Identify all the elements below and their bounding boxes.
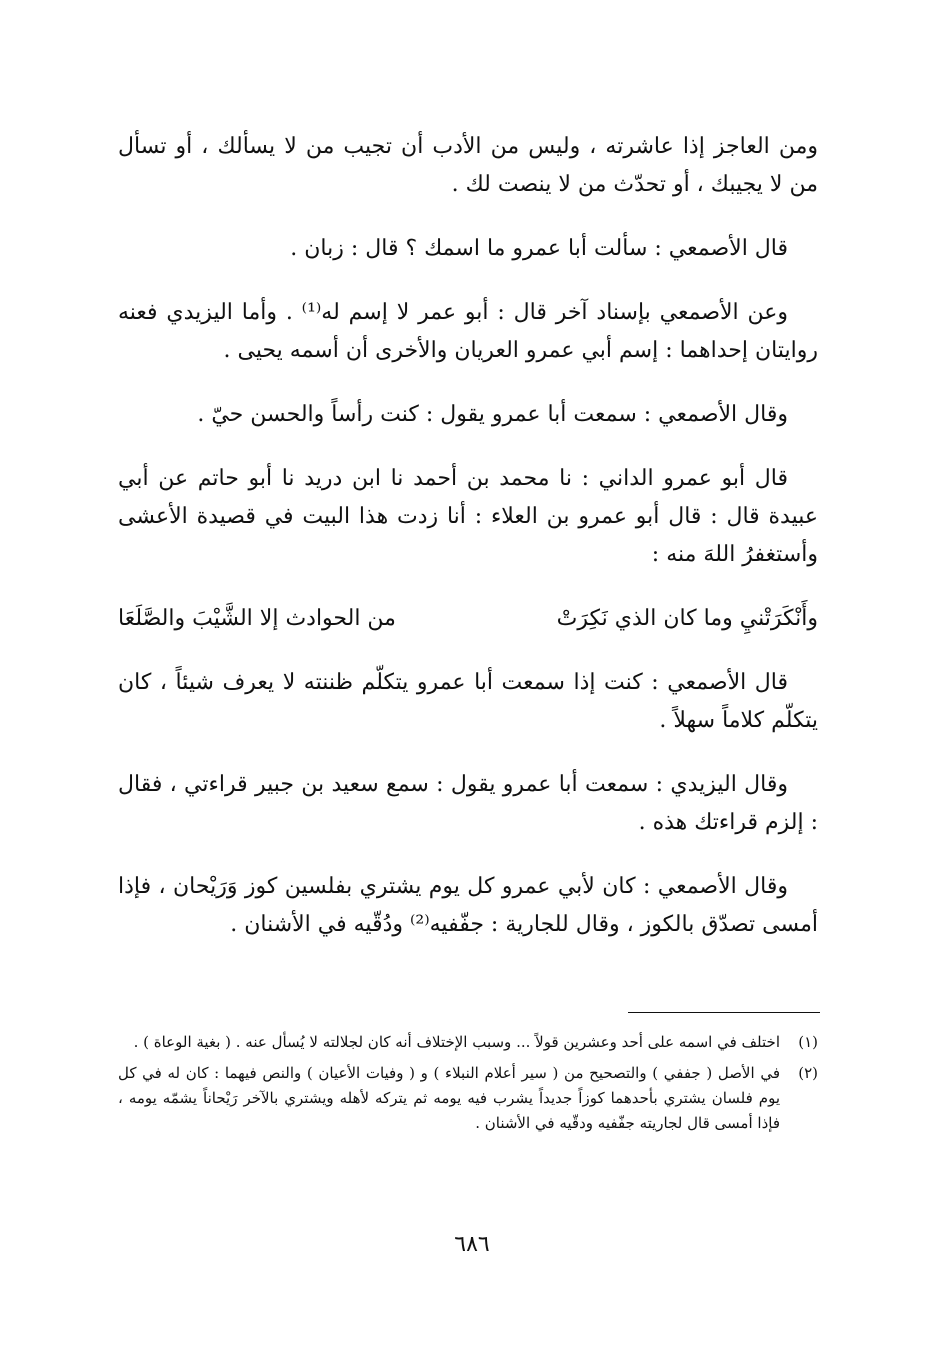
footnote-number: (١) xyxy=(798,1033,818,1051)
paragraph: وقال الأصمعي : سمعت أبا عمرو يقول : كنت رأساً والحسن حيّ . xyxy=(197,402,788,427)
paragraph: قال الأصمعي : كنت إذا سمعت أبا عمرو يتكلّم ظننته لا يعرف شيئاً ، كان يتكلّم كلاماً سهلاً . xyxy=(118,670,818,733)
paragraph: قال أبو عمرو الداني : نا محمد بن أحمد نا ابن دريد نا أبو حاتم عن أبي عبيدة قال : قال أبو عمرو بن العلاء : أنا زدت هذا البيت في قصيدة الأعشى وأستغفرُ اللهَ منه : xyxy=(118,466,818,567)
paragraph: ومن العاجز إذا عاشرته ، وليس من الأدب أن تجيب من لا يسألك ، أو تسأل من لا يجيبك ، أو تحدّث من لا ينصت لك . xyxy=(118,134,818,197)
paragraph: وعن الأصمعي بإسناد آخر قال : أبو عمر لا إسم له⁽¹⁾ . وأما اليزيدي فعنه روايتان إحداهما : إسم أبي عمرو العريان والأخرى أن أسمه يحيى . xyxy=(118,300,818,363)
footnote-number: (٢) xyxy=(798,1064,818,1082)
footnote xyxy=(118,1061,818,1136)
paragraph: وقال الأصمعي : كان لأبي عمرو كل يوم يشتري بفلسين كوز وَرَيْحان ، فإذا أمسى تصدّق بالكوز ، وقال للجارية : جفّفيه⁽²⁾ ودُقّيه في الأشنان . xyxy=(118,874,818,937)
paragraph: قال الأصمعي : سألت أبا عمرو ما اسمك ؟ قال : زبان . xyxy=(290,236,788,261)
footnote-text: اختلف في اسمه على أحد وعشرين قولاً ... وسبب الإختلاف أنه كان لجلالته لا يُسأل عنه . ( بغية الوعاة ) . xyxy=(133,1033,780,1051)
page-number: ٦٨٦ xyxy=(454,1232,490,1257)
footnote xyxy=(118,1030,818,1055)
footnotes xyxy=(118,1030,818,1142)
verse-first-hemistich: وأَنْكَرَتْنيِ وما كان الذي نَكِرَتْ xyxy=(556,606,818,631)
verse-second-hemistich: من الحوادث إلا الشَّيْبَ والصَّلَعَا xyxy=(118,606,396,631)
footnote-separator xyxy=(628,1012,820,1013)
poetry-verse xyxy=(118,600,818,638)
main-text xyxy=(118,128,818,970)
footnote-text: في الأصل ( جففي ) والتصحيح من ( سير أعلام النبلاء ) و ( وفيات الأعيان ) والنص فيهما : كان له في كل يوم فلسان يشتري بأحدهما كوزاً جديداً يشرب فيه يومه ثم يتركه لأهله ويشتري بالآخر رَيْحاناً يشمّه يومه ، فإذا أمسى قال لجاريته جفّفيه ودقّيه في الأشنان . xyxy=(118,1064,780,1132)
paragraph: وقال اليزيدي : سمعت أبا عمرو يقول : سمع سعيد بن جبير قراءتي ، فقال : إلزم قراءتك هذه . xyxy=(118,772,818,835)
